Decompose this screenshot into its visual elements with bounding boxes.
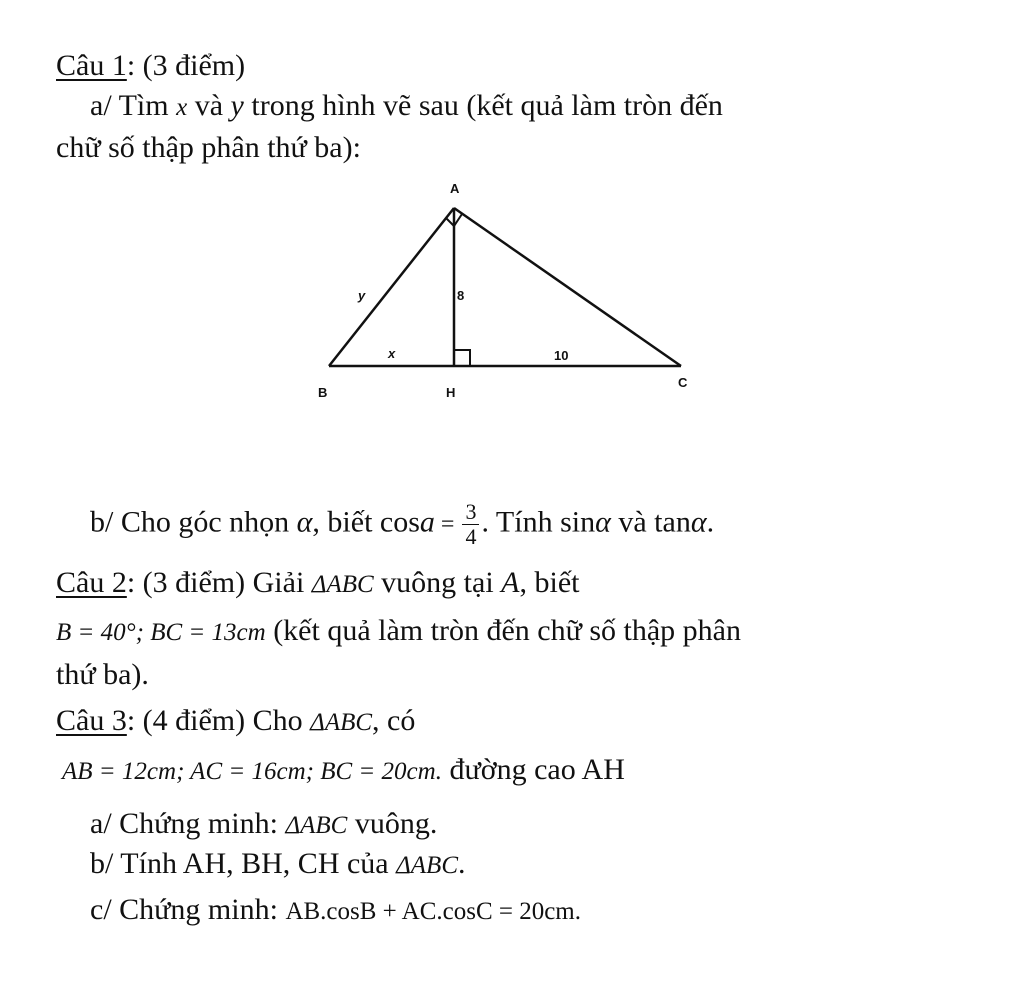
q1b-alpha: α	[690, 505, 707, 539]
q1a-text: trong hình vẽ sau (kết quả làm tròn đến	[243, 89, 723, 122]
q1-title-line	[56, 48, 245, 84]
q1a-var-x: x	[176, 94, 188, 121]
q1b-alpha: α	[296, 505, 313, 539]
q3-text: đường cao AH	[441, 753, 625, 786]
q3a-line	[90, 806, 437, 844]
q3-triangle: ΔABC	[310, 709, 373, 736]
q1b-var-a: a	[419, 505, 435, 539]
q3c-formula: AB.cosB + AC.cosC = 20cm.	[285, 898, 582, 925]
q2-line-2	[56, 613, 741, 651]
q1b-text: b/ Cho góc nhọn	[90, 505, 297, 539]
q3b-line	[90, 846, 466, 884]
q2-given: B = 40°; BC = 13cm	[56, 619, 266, 646]
q1a-text: và	[187, 89, 231, 122]
q2-text: (kết quả làm tròn đến chữ số thập phân	[265, 614, 741, 647]
q2-text: : (3 điểm) Giải	[126, 566, 312, 599]
q1b-equals: =	[434, 511, 461, 538]
q2-triangle: ΔABC	[311, 571, 374, 598]
q3b-text: b/ Tính AH, BH, CH của	[90, 847, 397, 880]
q1b-line	[90, 500, 714, 549]
vertex-label-A: A	[450, 181, 460, 196]
q1b-cos: cos	[379, 505, 420, 539]
q2-line-3	[56, 657, 149, 693]
q2-text: , biết	[519, 566, 580, 599]
q3-text: , có	[372, 704, 416, 737]
q3-line-1	[56, 703, 415, 741]
q1b-text: , biết	[312, 505, 380, 539]
q1-heading: Câu 1	[56, 49, 127, 82]
q3-line-2	[62, 752, 625, 790]
q3c-text: c/ Chứng minh:	[90, 893, 286, 926]
q3-heading: Câu 3	[56, 704, 127, 737]
q1b-fraction	[462, 500, 479, 549]
vertex-label-C: C	[678, 375, 688, 390]
q1a-text: a/ Tìm	[90, 89, 177, 122]
side-label-10: 10	[554, 348, 569, 363]
triangle-figure	[300, 175, 700, 405]
side-AC	[454, 208, 681, 366]
q2-vertex-A: A	[501, 566, 520, 599]
q1a-line-1	[90, 88, 723, 126]
q3a-text: vuông.	[347, 807, 438, 840]
q1b-text: . Tính sin	[481, 505, 596, 539]
q1a-text: chữ số thập phân thứ ba):	[56, 131, 361, 164]
fraction-denominator: 4	[465, 524, 477, 549]
q1a-var-y: y	[230, 89, 244, 122]
q1a-line-2	[56, 130, 361, 166]
side-AB	[329, 208, 454, 366]
side-label-y: y	[358, 288, 366, 303]
side-label-x: x	[388, 346, 396, 361]
q3-given: AB = 12cm; AC = 16cm; BC = 20cm.	[62, 758, 442, 785]
side-label-8: 8	[457, 288, 465, 303]
q1b-alpha: α	[595, 505, 611, 539]
vertex-label-H: H	[446, 385, 456, 400]
q3a-text: a/ Chứng minh:	[90, 807, 286, 840]
q2-line-1	[56, 565, 580, 603]
fraction-numerator: 3	[462, 500, 479, 525]
q1-points: : (3 điểm)	[126, 49, 246, 82]
q3b-triangle: ΔABC	[396, 852, 458, 879]
q2-text: thứ ba).	[56, 658, 149, 691]
q1b-text: .	[706, 505, 715, 539]
q2-text: vuông tại	[373, 566, 502, 599]
q3c-line	[90, 892, 581, 930]
q3a-triangle: ΔABC	[285, 812, 348, 839]
q2-heading: Câu 2	[56, 566, 127, 599]
right-angle-mark-H	[454, 350, 470, 366]
q3b-text: .	[458, 847, 466, 880]
q1b-text: và tan	[610, 505, 691, 539]
vertex-label-B: B	[318, 385, 328, 400]
q3-text: : (4 điểm) Cho	[126, 704, 311, 737]
